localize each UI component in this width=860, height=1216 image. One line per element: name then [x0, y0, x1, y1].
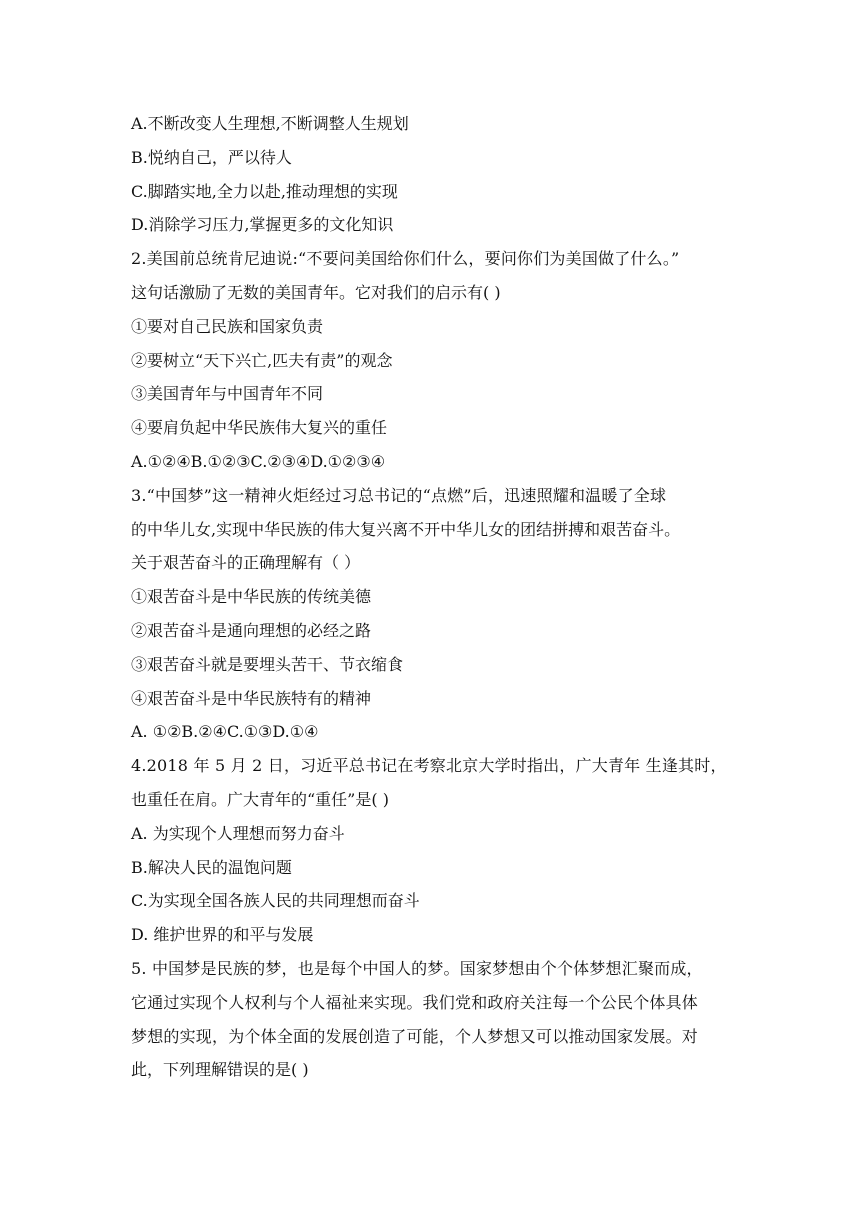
q1-option-a: A.不断改变人生理想,不断调整人生规划 [131, 114, 409, 133]
q2-statement-1: ①要对自己民族和国家负责 [131, 316, 324, 336]
q3-statement-2: ②艰苦奋斗是通向理想的必经之路 [131, 620, 372, 640]
q1-option-b: B.悦纳自己，严以待人 [131, 147, 292, 167]
q5-stem-line-2: 它通过实现个人权利与个人福祉来实现。我们党和政府关注每一个公民个体具体 [131, 992, 699, 1012]
q4-option-a: A. 为实现个人理想而努力奋斗 [131, 823, 345, 843]
q3-stem-line-3: 关于艰苦奋斗的正确理解有（ ） [131, 553, 361, 573]
q3-statement-3: ③艰苦奋斗就是要埋头苦干、节衣缩食 [131, 654, 404, 674]
q5-stem-line-4: 此，下列理解错误的是( ) [131, 1060, 309, 1080]
q4-stem-line-1: 4.2018 年 5 月 2 日，习近平总书记在考察北京大学时指出，广大青年 生逢其时， [131, 756, 727, 776]
q4-option-c: C.为实现全国各族人民的共同理想而奋斗 [131, 891, 420, 911]
q1-option-d: D.消除学习压力,掌握更多的文化知识 [131, 215, 394, 235]
question-text-block [131, 107, 741, 1087]
q2-options: A.①②④B.①②③C.②③④D.①②③④ [131, 451, 386, 471]
q1-option-c: C.脚踏实地,全力以赴,推动理想的实现 [131, 181, 398, 201]
q3-stem-line-2: 的中华儿女,实现中华民族的伟大复兴离不开中华儿女的团结拼搏和艰苦奋斗。 [131, 519, 681, 539]
q2-statement-2: ②要树立“天下兴亡,匹夫有责”的观念 [131, 350, 393, 370]
q3-statement-4: ④艰苦奋斗是中华民族特有的精神 [131, 688, 372, 708]
q4-stem-line-2: 也重任在肩。广大青年的“重任”是( ) [131, 789, 389, 809]
q2-stem-line-2: 这句话激励了无数的美国青年。它对我们的启示有( ) [131, 282, 501, 302]
q4-option-d: D. 维护世界的和平与发展 [131, 925, 314, 945]
q2-statement-4: ④要肩负起中华民族伟大复兴的重任 [131, 418, 388, 438]
q3-options: A. ①②B.②④C.①③D.①④ [131, 722, 319, 742]
q5-stem-line-1: 5. 中国梦是民族的梦，也是每个中国人的梦。国家梦想由个个体梦想汇聚而成， [131, 958, 703, 978]
q2-stem-line-1: 2.美国前总统肯尼迪说:“不要问美国给你们什么，要问你们为美国做了什么。” [131, 249, 680, 269]
q2-statement-3: ③美国青年与中国青年不同 [131, 384, 324, 404]
q3-statement-1: ①艰苦奋斗是中华民族的传统美德 [131, 587, 372, 607]
q3-stem-line-1: 3.“中国梦”这一精神火炬经过习总书记的“点燃”后，迅速照耀和温暖了全球 [131, 485, 667, 505]
q5-stem-line-3: 梦想的实现，为个体全面的发展创造了可能，个人梦想又可以推动国家发展。对 [131, 1026, 699, 1046]
q4-option-b: B.解决人民的温饱问题 [131, 857, 292, 877]
